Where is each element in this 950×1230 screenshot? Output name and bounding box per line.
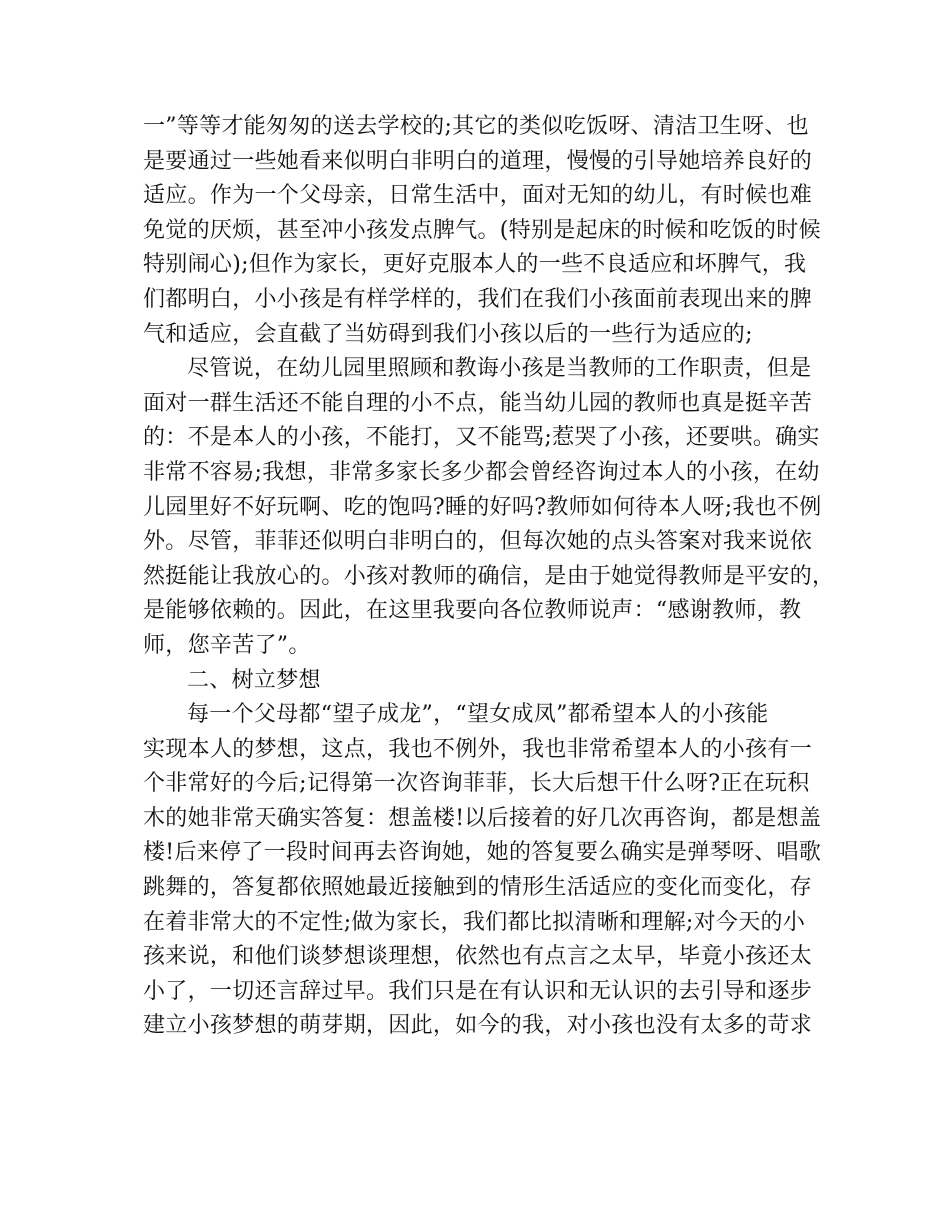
text-line: 儿园里好不好玩啊、吃的饱吗?睡的好吗?教师如何待本人呀;我也不例 [143, 494, 822, 520]
text-line: 小了，一切还言辞过早。我们只是在有认识和无认识的去引导和逐步 [143, 978, 813, 1004]
text-line: 一”等等才能匆匆的送去学校的;其它的类似吃饭呀、清洁卫生呀、也 [143, 114, 809, 139]
text-line: 面对一群生活还不能自理的小不点，能当幼儿园的教师也真是挺辛苦 [143, 390, 813, 416]
text-line: 是能够依赖的。因此，在这里我要向各位教师说声：“感谢教师，教 [143, 598, 802, 624]
text-line: 非常不容易;我想，非常多家长多少都会曾经咨询过本人的小孩，在幼 [143, 459, 820, 485]
text-line: 尽管说，在幼儿园里照顾和教诲小孩是当教师的工作职责，但是 [187, 356, 812, 382]
document-body [143, 110, 835, 1044]
text-line: 在着非常大的不定性;做为家长，我们都比拟清晰和理解;对今天的小 [143, 909, 806, 935]
text-line: 实现本人的梦想，这点，我也不例外，我也非常希望本人的小孩有一 [143, 736, 813, 762]
text-line: 是要通过一些她看来似明白非明白的道理，慢慢的引导她培养良好的 [143, 148, 813, 174]
text-line: 每一个父母都“望子成龙”，“望女成凤”都希望本人的小孩能 [187, 702, 769, 728]
text-line: 木的她非常天确实答复：想盖楼!以后接着的好几次再咨询，都是想盖 [143, 805, 822, 831]
text-line: 气和适应，会直截了当妨碍到我们小孩以后的一些行为适应的; [143, 321, 753, 347]
text-line: 二、树立梦想 [187, 667, 321, 693]
text-line: 的：不是本人的小孩，不能打，又不能骂;惹哭了小孩，还要哄。确实 [143, 425, 820, 451]
text-line: 们都明白，小小孩是有样学样的，我们在我们小孩面前表现出来的脾 [143, 286, 813, 312]
text-line: 跳舞的，答复都依照她最近接触到的情形生活适应的变化而变化，存 [143, 875, 813, 901]
text-line: 建立小孩梦想的萌芽期，因此，如今的我，对小孩也没有太多的苛求 [143, 1013, 813, 1039]
text-line: 师，您辛苦了”。 [143, 632, 311, 658]
text-line: 个非常好的今后;记得第一次咨询菲菲，长大后想干什么呀?正在玩积 [143, 771, 810, 797]
text-line: 特别闹心);但作为家长，更好克服本人的一些不良适应和坏脾气，我 [143, 252, 807, 278]
text-line: 楼!后来停了一段时间再去咨询她，她的答复要么确实是弹琴呀、唱歌 [143, 840, 822, 866]
text-line: 孩来说，和他们谈梦想谈理想，依然也有点言之太早，毕竟小孩还太 [143, 944, 813, 970]
text-line: 免觉的厌烦，甚至冲小孩发点脾气。(特别是起床的时候和吃饭的时候 [143, 217, 821, 243]
text-line: 然挺能让我放心的。小孩对教师的确信，是由于她觉得教师是平安的， [143, 563, 835, 589]
text-line: 适应。作为一个父母亲，日常生活中，面对无知的幼儿，有时候也难 [143, 183, 813, 209]
text-line: 外。尽管，菲菲还似明白非明白的，但每次她的点头答案对我来说依 [143, 529, 813, 555]
